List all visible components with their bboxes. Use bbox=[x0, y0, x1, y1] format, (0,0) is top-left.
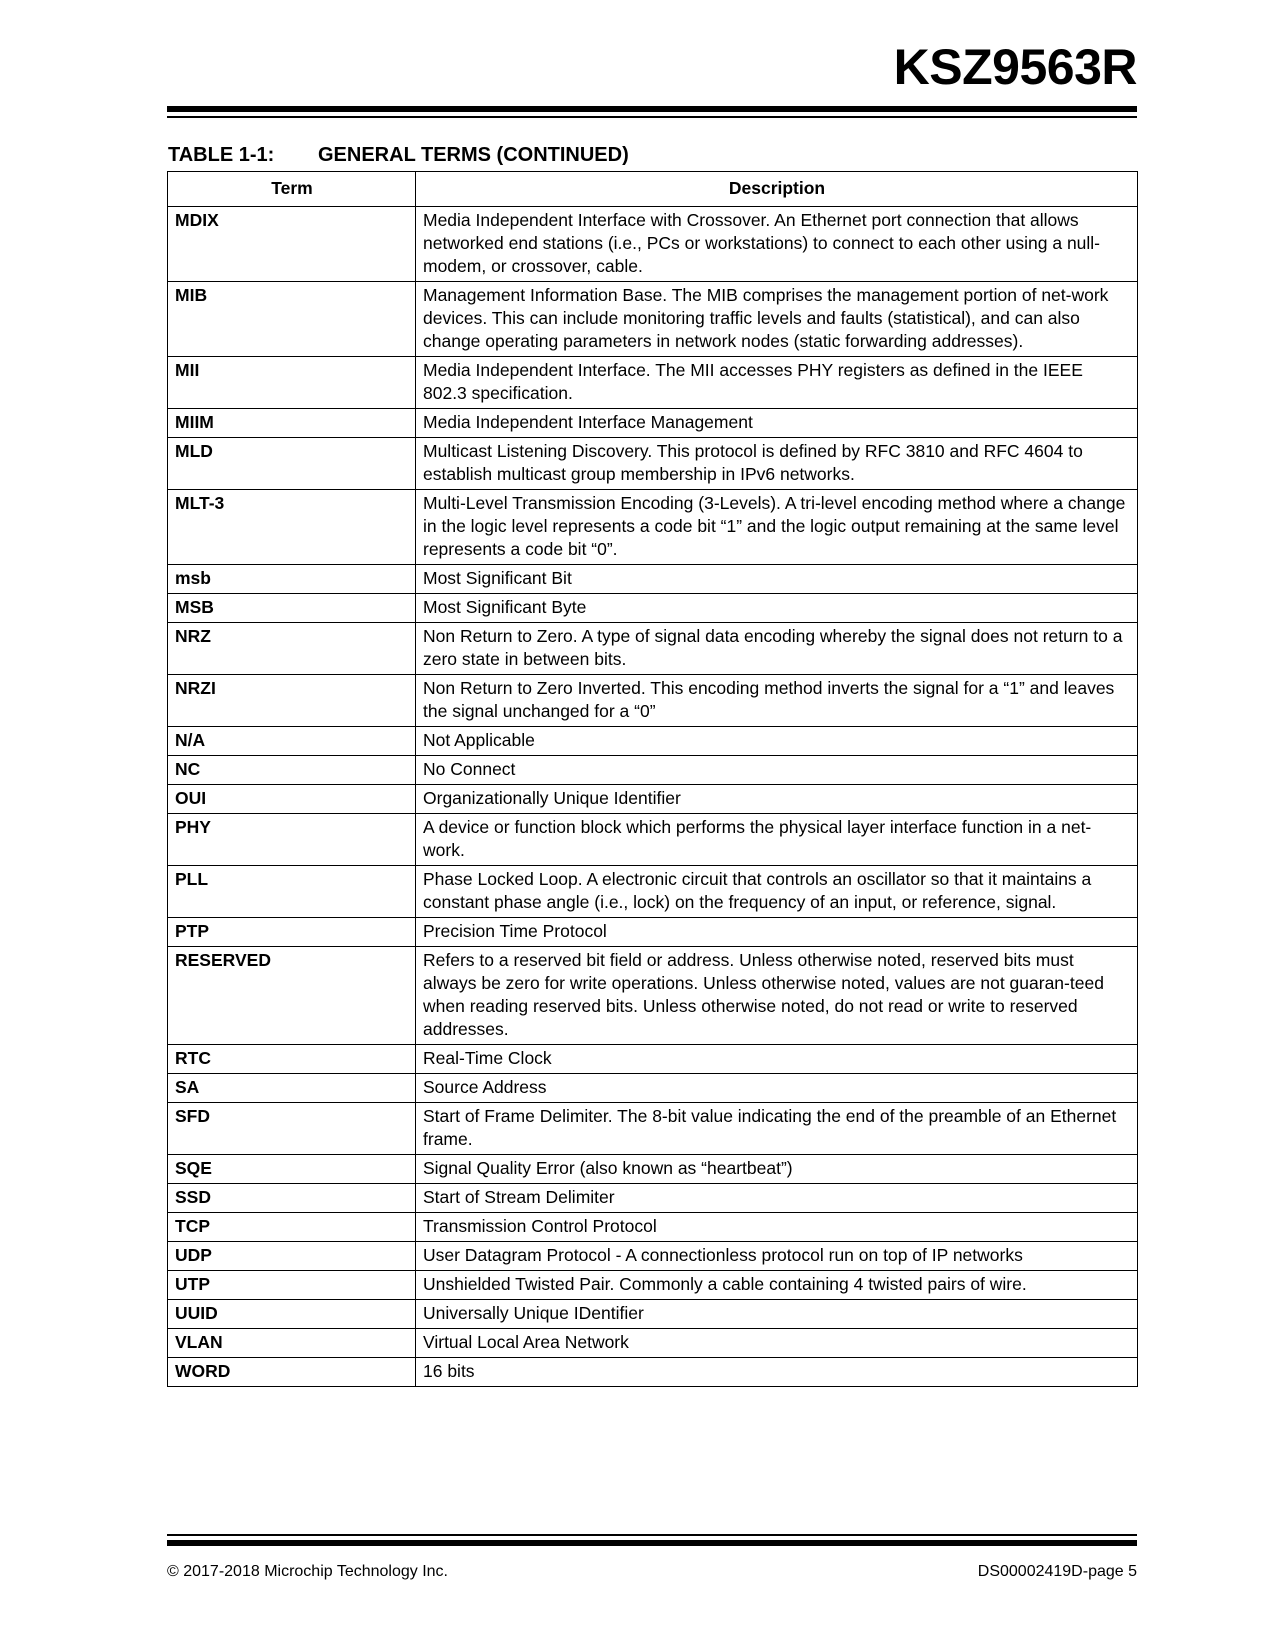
table-row bbox=[168, 1358, 1138, 1387]
description-cell: Not Applicable bbox=[416, 727, 1138, 756]
term-cell: SSD bbox=[168, 1184, 416, 1213]
description-cell: 16 bits bbox=[416, 1358, 1138, 1387]
term-cell: msb bbox=[168, 565, 416, 594]
table-row bbox=[168, 1184, 1138, 1213]
description-cell: Real-Time Clock bbox=[416, 1045, 1138, 1074]
description-cell: Media Independent Interface with Crossover. An Ethernet port connection that allows networked end stations (i.e., PCs or workstations) to connect to each other using a null-modem, or crossover, cable. bbox=[416, 207, 1138, 282]
table-row bbox=[168, 282, 1138, 357]
term-cell: MLD bbox=[168, 438, 416, 490]
table-row bbox=[168, 1329, 1138, 1358]
description-cell: Start of Stream Delimiter bbox=[416, 1184, 1138, 1213]
term-cell: SQE bbox=[168, 1155, 416, 1184]
description-cell: Source Address bbox=[416, 1074, 1138, 1103]
term-cell: MIIM bbox=[168, 409, 416, 438]
table-row bbox=[168, 623, 1138, 675]
term-cell: OUI bbox=[168, 785, 416, 814]
term-cell: UDP bbox=[168, 1242, 416, 1271]
column-header-description: Description bbox=[416, 172, 1138, 207]
term-cell: SA bbox=[168, 1074, 416, 1103]
term-cell: WORD bbox=[168, 1358, 416, 1387]
footer-rule-thick bbox=[167, 1540, 1137, 1546]
table-row bbox=[168, 814, 1138, 866]
table-row bbox=[168, 490, 1138, 565]
description-cell: Most Significant Byte bbox=[416, 594, 1138, 623]
term-cell: TCP bbox=[168, 1213, 416, 1242]
description-cell: Start of Frame Delimiter. The 8-bit value indicating the end of the preamble of an Ethernet frame. bbox=[416, 1103, 1138, 1155]
description-cell: Media Independent Interface. The MII accesses PHY registers as defined in the IEEE 802.3 specification. bbox=[416, 357, 1138, 409]
term-cell: N/A bbox=[168, 727, 416, 756]
table-row bbox=[168, 1103, 1138, 1155]
description-cell: Management Information Base. The MIB comprises the management portion of net-work devices. This can include monitoring traffic levels and faults (statistical), and can also change operating parameters in network nodes (static forwarding addresses). bbox=[416, 282, 1138, 357]
table-row bbox=[168, 1074, 1138, 1103]
description-cell: Virtual Local Area Network bbox=[416, 1329, 1138, 1358]
description-cell: Non Return to Zero. A type of signal data encoding whereby the signal does not return to a zero state in between bits. bbox=[416, 623, 1138, 675]
column-header-term: Term bbox=[168, 172, 416, 207]
description-cell: Unshielded Twisted Pair. Commonly a cable containing 4 twisted pairs of wire. bbox=[416, 1271, 1138, 1300]
description-cell: Transmission Control Protocol bbox=[416, 1213, 1138, 1242]
general-terms-table bbox=[167, 171, 1138, 1387]
description-cell: Precision Time Protocol bbox=[416, 918, 1138, 947]
table-row bbox=[168, 1155, 1138, 1184]
table-row bbox=[168, 207, 1138, 282]
table-row bbox=[168, 947, 1138, 1045]
footer-page-label: DS00002419D-page 5 bbox=[977, 1563, 1137, 1580]
term-cell: PHY bbox=[168, 814, 416, 866]
table-caption-title: GENERAL TERMS (CONTINUED) bbox=[318, 144, 629, 166]
term-cell: UUID bbox=[168, 1300, 416, 1329]
header-rule-thick bbox=[167, 106, 1137, 112]
term-cell: RESERVED bbox=[168, 947, 416, 1045]
document-title: KSZ9563R bbox=[893, 39, 1137, 95]
header-rule-thin bbox=[167, 116, 1137, 118]
description-cell: Most Significant Bit bbox=[416, 565, 1138, 594]
description-cell: Organizationally Unique Identifier bbox=[416, 785, 1138, 814]
term-cell: NRZ bbox=[168, 623, 416, 675]
description-cell: Media Independent Interface Management bbox=[416, 409, 1138, 438]
description-cell: Refers to a reserved bit field or address. Unless otherwise noted, reserved bits must always be zero for write operations. Unless otherwise noted, values are not guaran-teed when reading reserved bits. Unless otherwise noted, do not read or write to reserved addresses. bbox=[416, 947, 1138, 1045]
term-cell: PTP bbox=[168, 918, 416, 947]
term-cell: PLL bbox=[168, 866, 416, 918]
table-caption-number: TABLE 1-1: bbox=[168, 144, 275, 166]
table-row bbox=[168, 565, 1138, 594]
table-body bbox=[168, 207, 1138, 1387]
table-row bbox=[168, 594, 1138, 623]
table-row bbox=[168, 866, 1138, 918]
term-cell: VLAN bbox=[168, 1329, 416, 1358]
table-caption bbox=[168, 144, 629, 167]
table-row bbox=[168, 1300, 1138, 1329]
description-cell: Multi-Level Transmission Encoding (3-Levels). A tri-level encoding method where a change in the logic level represents a code bit “1” and the logic output remaining at the same level represents a code bit “0”. bbox=[416, 490, 1138, 565]
term-cell: SFD bbox=[168, 1103, 416, 1155]
table-row bbox=[168, 357, 1138, 409]
description-cell: Multicast Listening Discovery. This protocol is defined by RFC 3810 and RFC 4604 to establish multicast group membership in IPv6 networks. bbox=[416, 438, 1138, 490]
description-cell: Phase Locked Loop. A electronic circuit that controls an oscillator so that it maintains a constant phase angle (i.e., lock) on the frequency of an input, or reference, signal. bbox=[416, 866, 1138, 918]
term-cell: NC bbox=[168, 756, 416, 785]
description-cell: No Connect bbox=[416, 756, 1138, 785]
table-row bbox=[168, 438, 1138, 490]
term-cell: MIB bbox=[168, 282, 416, 357]
table-row bbox=[168, 1045, 1138, 1074]
table-row bbox=[168, 756, 1138, 785]
term-cell: RTC bbox=[168, 1045, 416, 1074]
table-row bbox=[168, 1242, 1138, 1271]
term-cell: MLT-3 bbox=[168, 490, 416, 565]
footer-rule-thin bbox=[167, 1534, 1137, 1536]
term-cell: MII bbox=[168, 357, 416, 409]
term-cell: MSB bbox=[168, 594, 416, 623]
table-row bbox=[168, 918, 1138, 947]
table-row bbox=[168, 675, 1138, 727]
description-cell: A device or function block which performs the physical layer interface function in a net-work. bbox=[416, 814, 1138, 866]
table-row bbox=[168, 409, 1138, 438]
table-row bbox=[168, 1213, 1138, 1242]
footer-copyright: © 2017-2018 Microchip Technology Inc. bbox=[167, 1563, 448, 1580]
term-cell: MDIX bbox=[168, 207, 416, 282]
term-cell: UTP bbox=[168, 1271, 416, 1300]
table-header-row bbox=[168, 172, 1138, 207]
table-row bbox=[168, 1271, 1138, 1300]
table-row bbox=[168, 785, 1138, 814]
term-cell: NRZI bbox=[168, 675, 416, 727]
description-cell: Universally Unique IDentifier bbox=[416, 1300, 1138, 1329]
table-row bbox=[168, 727, 1138, 756]
description-cell: Signal Quality Error (also known as “heartbeat”) bbox=[416, 1155, 1138, 1184]
description-cell: User Datagram Protocol - A connectionless protocol run on top of IP networks bbox=[416, 1242, 1138, 1271]
description-cell: Non Return to Zero Inverted. This encoding method inverts the signal for a “1” and leaves the signal unchanged for a “0” bbox=[416, 675, 1138, 727]
